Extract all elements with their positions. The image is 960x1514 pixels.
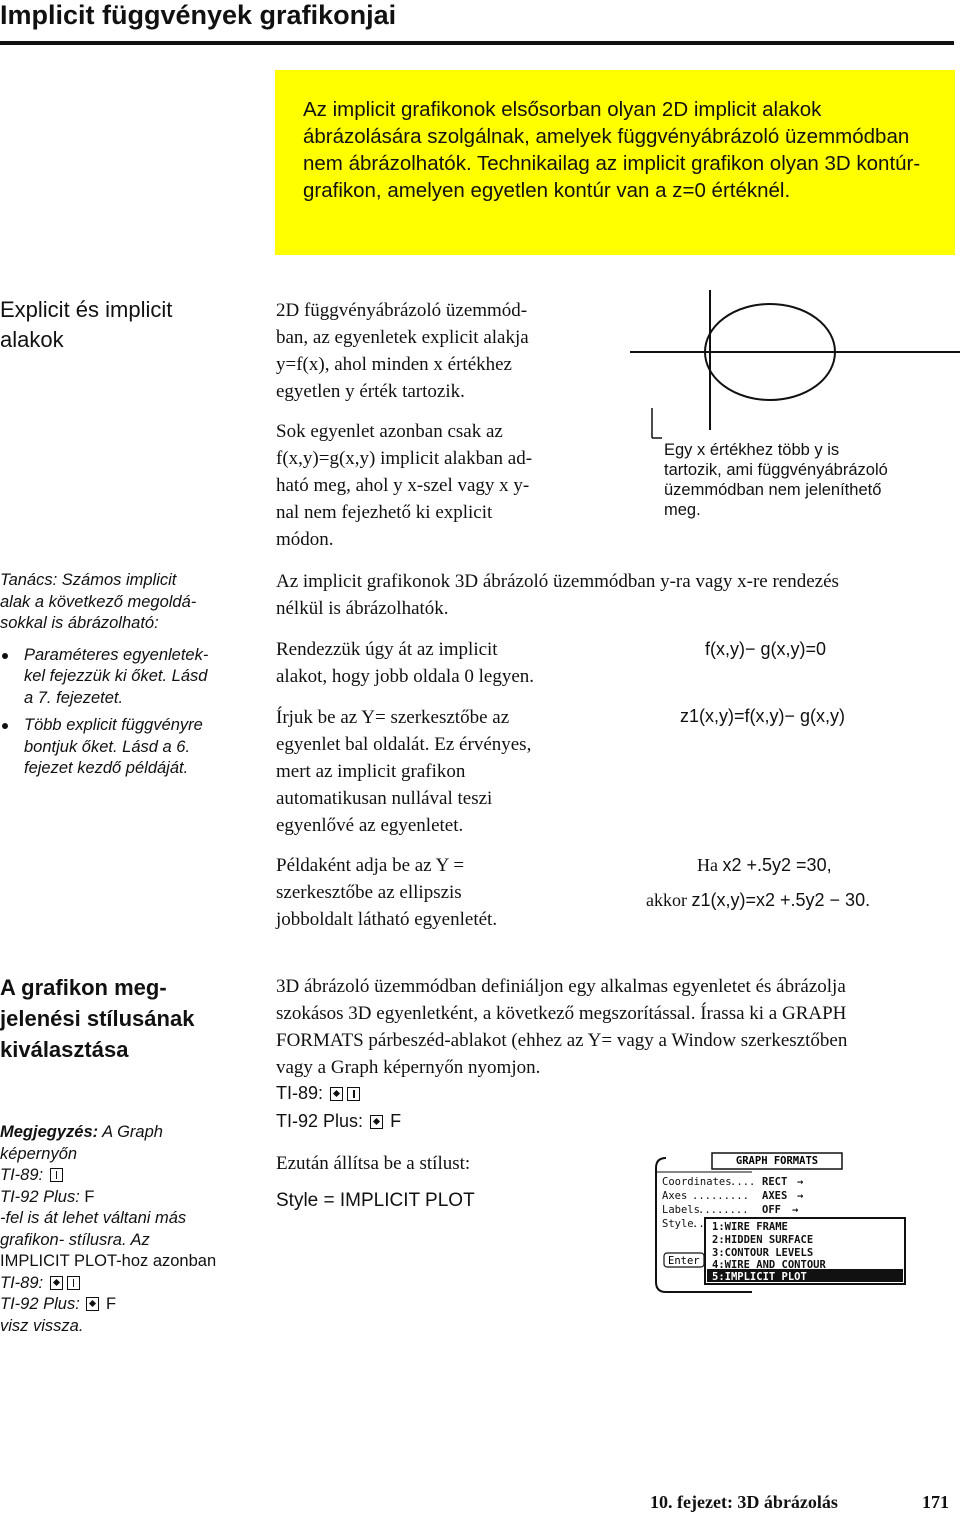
- text-line: bontjuk őket. Lásd a 6.: [24, 737, 191, 756]
- text-line: y=f(x), ahol minden x értékhez: [276, 354, 512, 375]
- text-line: fejezet kezdő példáját.: [24, 759, 189, 777]
- screen-enter: Enter: [668, 1255, 700, 1267]
- caption-line: üzemmódban nem jeleníthető: [664, 481, 882, 499]
- note-block: [0, 1122, 260, 1337]
- tip-note: [0, 570, 250, 780]
- ti92-label: TI-92 Plus:: [0, 1295, 80, 1313]
- page-number: 171: [922, 1492, 949, 1512]
- svg-text:→: →: [797, 1190, 804, 1202]
- screen-row-label: Labels: [662, 1204, 700, 1216]
- ti89-label: TI-89:: [0, 1166, 44, 1184]
- text-line: Példaként adja be az Y =: [276, 855, 465, 876]
- bullet-icon: [2, 723, 8, 729]
- text-line: -fel is át lehet váltani más: [0, 1209, 187, 1227]
- caption-line: tartozik, ami függvényábrázoló: [664, 461, 888, 479]
- paragraph-yeditor: [276, 704, 616, 839]
- svg-text:→: →: [792, 1204, 799, 1216]
- diamond-key-icon: [50, 1276, 63, 1290]
- text-line: Az implicit grafikonok 3D ábrázoló üzemmódban y-ra vagy x-re rendezés: [276, 571, 839, 592]
- paragraph-example: [276, 852, 616, 933]
- eq-prefix: Ha: [697, 855, 718, 875]
- text-line: képernyőn: [0, 1144, 78, 1163]
- svg-text:→: →: [797, 1176, 804, 1188]
- screen-title: GRAPH FORMATS: [735, 1155, 819, 1167]
- text-line: kel fejezzük ki őket. Lásd: [24, 667, 208, 685]
- screen-menu-item-selected: 5:IMPLICIT PLOT: [712, 1271, 807, 1283]
- pipe-key-icon: [347, 1087, 360, 1101]
- heading-line: Explicit és implicit: [0, 297, 173, 322]
- screen-row-label: Style: [662, 1218, 694, 1230]
- screen-menu-item: 3:CONTOUR LEVELS: [712, 1247, 814, 1259]
- text-line: ható meg, ahol y x-szel vagy x y-: [276, 475, 530, 496]
- screen-menu-item: 4:WIRE AND CONTOUR: [712, 1259, 826, 1271]
- text-line: mert az implicit grafikon: [276, 761, 466, 782]
- eq-prefix: akkor: [646, 890, 687, 910]
- caption-line: meg.: [664, 501, 701, 519]
- text-line: visz vissza.: [0, 1316, 84, 1335]
- text-line: a 7. fejezetet.: [24, 688, 124, 707]
- note-label: Megjegyzés:: [0, 1123, 99, 1141]
- text-line: 3D ábrázoló üzemmódban definiáljon egy alkalmas egyenletet és ábrázolja: [276, 976, 846, 997]
- intro-text: Az implicit grafikonok elsősorban olyan 2D implicit alakok ábrázolására szolgálnak, amelyek függvényábrázoló üzemmódban nem ábrázolhatók. Technikailag az implicit grafikon olyan 3D kontúr-grafikon, amelyen egyetlen kontúr van a z=0 értéknél.: [303, 98, 921, 202]
- screen-row-value: OFF: [762, 1204, 781, 1216]
- caption-line: Egy x értékhez több y is: [664, 441, 840, 459]
- text-line: f(x,y)=g(x,y) implicit alakban ad-: [276, 448, 533, 469]
- section-heading-style: [0, 972, 194, 1065]
- screen-row-value: AXES: [762, 1190, 788, 1202]
- svg-text:........: ........: [698, 1204, 749, 1216]
- text-line: Rendezzük úgy át az implicit: [276, 639, 498, 660]
- ellipse-graph: [630, 290, 960, 440]
- paragraph-explicit: [276, 297, 606, 405]
- text-line: jobboldalt látható egyenletét.: [276, 909, 498, 930]
- calculator-screenshot: [652, 1150, 908, 1296]
- paragraph-implicit: [276, 418, 606, 553]
- svg-text:..: ..: [692, 1218, 705, 1230]
- paragraph-set-style: Ezután állítsa be a stílust:: [276, 1153, 471, 1174]
- ti89-label: TI-89:: [276, 1083, 324, 1103]
- text-line: grafikon- stílusra. Az: [0, 1230, 150, 1249]
- text-line: szokásos 3D egyenletként, a következő megszorítással. Írassa ki a GRAPH: [276, 1003, 847, 1024]
- ti92-label: TI-92 Plus:: [0, 1187, 80, 1206]
- equation-3: [697, 853, 832, 877]
- ti89-keys: [276, 1083, 362, 1104]
- text-line: Sok egyenlet azonban csak az: [276, 421, 503, 442]
- text-line: FORMATS párbeszéd-ablakot (ehhez az Y= vagy a Window szerkesztőben: [276, 1030, 848, 1051]
- heading-line: jelenési stílusának: [0, 1006, 195, 1031]
- style-line: Style = IMPLICIT PLOT: [276, 1190, 475, 1211]
- footer-chapter: 10. fejezet: 3D ábrázolás: [650, 1492, 838, 1512]
- bullet-icon: [2, 653, 8, 659]
- equation-2: z1(x,y)=f(x,y)− g(x,y): [680, 706, 846, 726]
- heading-line: alakok: [0, 327, 64, 352]
- paragraph-rearrange: [276, 636, 616, 690]
- text-line: Több explicit függvényre: [24, 716, 203, 734]
- paragraph-3d: [276, 568, 956, 622]
- ti92-label: TI-92 Plus:: [276, 1111, 364, 1131]
- text-line: ban, az egyenletek explicit alakja: [276, 327, 529, 348]
- text-line: egyenlővé az egyenletet.: [276, 815, 464, 836]
- diamond-key-icon: [86, 1297, 99, 1311]
- text-line: egyetlen y érték tartozik.: [276, 381, 465, 402]
- key-letter: F: [105, 1295, 117, 1313]
- page-footer: [650, 1492, 949, 1513]
- text-line: alakot, hogy jobb oldala 0 legyen.: [276, 666, 535, 687]
- equation-1: f(x,y)− g(x,y)=0: [705, 639, 827, 659]
- pipe-key-icon: [50, 1168, 63, 1182]
- eq-body: z1(x,y)=x2 +.5y2 − 30.: [691, 890, 871, 910]
- text-line: nal nem fejezhető ki explicit: [276, 502, 493, 523]
- svg-text:....: ....: [730, 1176, 756, 1188]
- text-line: Számos implicit: [61, 571, 177, 589]
- diamond-key-icon: [370, 1115, 383, 1129]
- page-title: Implicit függvények grafikonjai: [0, 0, 397, 30]
- text-line: sokkal is ábrázolható:: [0, 614, 159, 632]
- text-line: vagy a Graph képernyőn nyomjon.: [276, 1057, 541, 1078]
- heading-line: A grafikon meg-: [0, 975, 167, 1000]
- tip-bullet: [0, 645, 250, 710]
- equation-4: [646, 888, 870, 912]
- text-line: 2D függvényábrázoló üzemmód-: [276, 300, 528, 321]
- text-line: alak a következő megoldá-: [0, 592, 197, 611]
- screen-row-value: RECT: [762, 1176, 788, 1188]
- screen-menu-item: 1:WIRE FRAME: [712, 1221, 788, 1233]
- text-line: automatikusan nullával teszi: [276, 788, 493, 809]
- screen-row-label: Axes: [662, 1190, 688, 1202]
- diamond-key-icon: [330, 1087, 343, 1101]
- svg-text:.........: .........: [692, 1190, 749, 1202]
- tip-label: Tanács:: [0, 571, 58, 589]
- paragraph-graph-formats: [276, 973, 960, 1081]
- text-line: módon.: [276, 529, 334, 550]
- text-line: nélkül is ábrázolhatók.: [276, 598, 449, 619]
- screen-menu-item: 2:HIDDEN SURFACE: [712, 1234, 814, 1246]
- key-letter: F: [390, 1111, 402, 1131]
- graph-caption: [664, 440, 934, 520]
- tip-bullet: [0, 715, 250, 780]
- eq-body: x2 +.5y2 =30,: [722, 855, 832, 875]
- ti92-keys: [276, 1111, 401, 1132]
- title-rule: [0, 41, 954, 45]
- text-line: IMPLICIT PLOT-hoz azonban: [0, 1252, 217, 1270]
- pipe-key-icon: [67, 1276, 80, 1290]
- key-letter: F: [84, 1187, 95, 1206]
- text-line: Paraméteres egyenletek-: [24, 645, 209, 664]
- section-heading-explicit: [0, 295, 172, 355]
- text-line: A Graph: [102, 1123, 163, 1141]
- text-line: egyenlet bal oldalát. Ez érvényes,: [276, 734, 532, 755]
- text-line: Írjuk be az Y= szerkesztőbe az: [276, 707, 510, 728]
- ti89-label: TI-89:: [0, 1273, 44, 1292]
- text-line: szerkesztőbe az ellipszis: [276, 882, 462, 903]
- heading-line: kiválasztása: [0, 1037, 129, 1062]
- screen-row-label: Coordinates: [662, 1176, 732, 1188]
